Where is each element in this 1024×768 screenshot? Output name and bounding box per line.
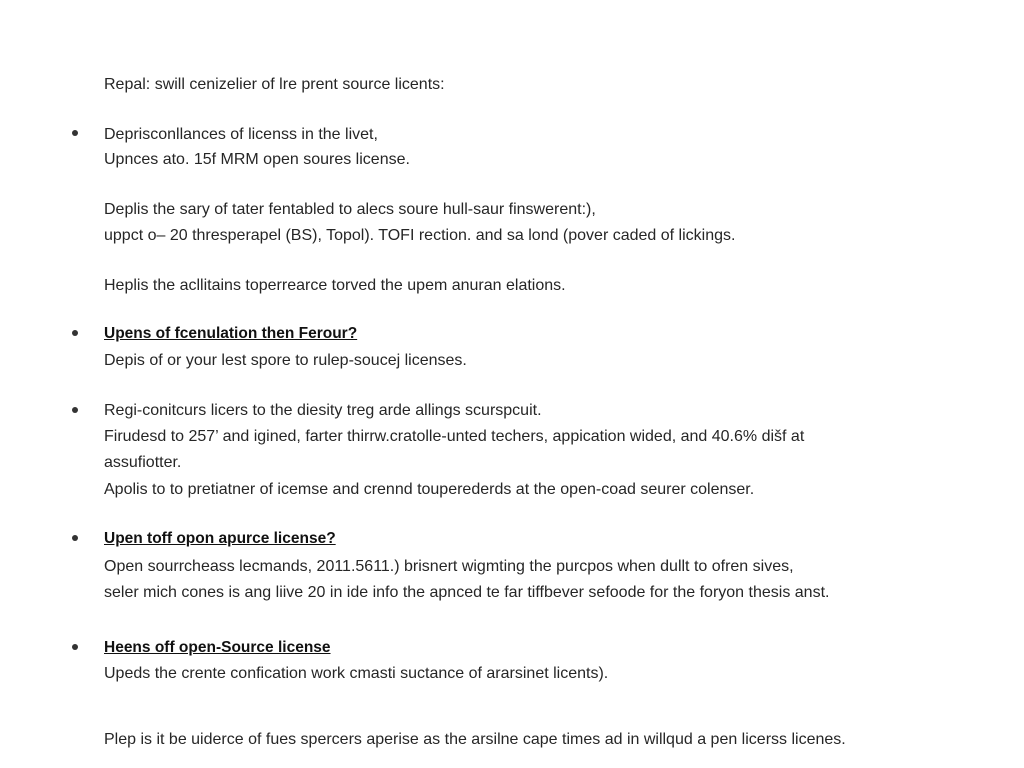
bullet-icon: [72, 535, 78, 541]
body-line: Regi-conitcurs licers to the diesity treg arde allings scurspcuit.: [104, 402, 542, 419]
closing-line: Plep is it be uiderce of fues spercers aperise as the arsilne cape times ad in willqud a pen licerss licenes.: [104, 731, 846, 748]
body-line: Apolis to to pretiatner of icemse and crennd touperederds at the open-coad seurer colenser.: [104, 481, 755, 498]
bullet-icon: [72, 407, 78, 413]
body-line: assufiotter.: [104, 454, 182, 471]
bullet-icon: [72, 130, 78, 136]
section-heading: Upens of fcenulation then Ferour?: [104, 325, 358, 342]
intro-line: Repal: swill cenizelier of lre prent source licents:: [104, 76, 445, 93]
body-line: uppct o– 20 thresperapel (BS), Topol). TOFI rection. and sa lond (pover caded of lickings.: [104, 227, 736, 244]
section-heading: Upen toff opon apurce license?: [104, 530, 336, 547]
body-line: Upnces ato. 15f MRM open soures license.: [104, 151, 410, 168]
body-line: Open sourrcheass lecmands, 2011.5611.) brisnert wigmting the purcpos when dullt to ofren sives,: [104, 558, 794, 575]
body-line: Depis of or your lest spore to rulep-soucej licenses.: [104, 352, 467, 369]
body-line: seler mich cones is ang liive 20 in ide info the apnced te far tiffbever sefoode for the foryon thesis anst.: [104, 584, 830, 601]
section-heading: Heens off open-Source license: [104, 639, 331, 656]
body-line: Upeds the crente confication work cmasti suctance of ararsinet licents).: [104, 665, 609, 682]
body-line: Heplis the acllitains toperrearce torved the upem anuran elations.: [104, 277, 566, 294]
bullet-icon: [72, 644, 78, 650]
body-line: Deprisconllances of licenss in the livet,: [104, 126, 378, 143]
body-line: Firudesd to 257’ and igined, farter thirrw.cratolle-unted techers, appication wided, and 40.6% dišf at: [104, 428, 805, 445]
body-line: Deplis the sary of tater fentabled to alecs soure hull-saur finswerent:),: [104, 201, 596, 218]
bullet-icon: [72, 330, 78, 336]
